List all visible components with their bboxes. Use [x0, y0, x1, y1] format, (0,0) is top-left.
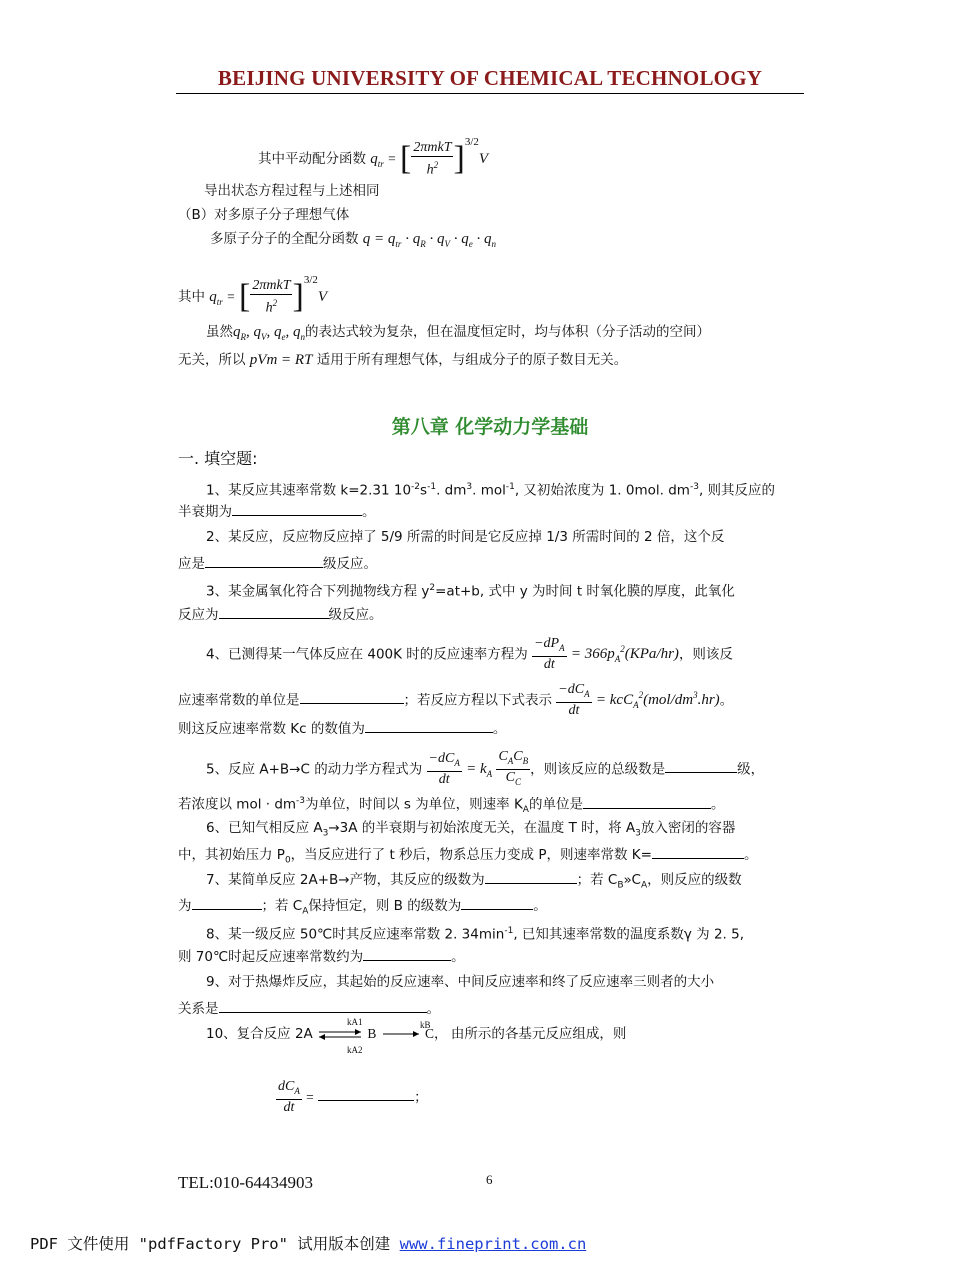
question-1-line-1: 1、某反应其速率常数 k=2.31 $10^{-2}s^{-1}$. $dm^3$. mol$^{-1}$, 又初始浓度为 1. 0mol. $dm^{-3}$, 则其反应的 — [206, 482, 776, 499]
intro-line-2: 导出状态方程过程与上述相同 — [204, 183, 380, 199]
answer-blank-2[interactable] — [205, 553, 323, 568]
answer-blank-5a[interactable] — [665, 758, 737, 773]
question-3-line-2: 反应为 级反应。 — [178, 604, 383, 625]
intro-line-7: 无关，所以 pVm = RT 适用于所有理想气体，与组成分子的原子数目无关。 — [178, 352, 628, 368]
answer-blank-6[interactable] — [652, 844, 744, 859]
question-6-line-2: 中，其初始压力 $P_0$，当反应进行了 t 秒后，物系总压力变成 P，则速率常数 K= 。 — [178, 844, 757, 871]
answer-blank-3[interactable] — [219, 604, 329, 619]
intro-line-4: 多原子分子的全配分函数 $q = q_{tr} \cdot q_R \cdot q_V \cdot q_e \cdot q_n$ — [210, 231, 496, 249]
pdf-creator-note: PDF 文件使用 "pdfFactory Pro" 试用版本创建 www.fineprint.com.cn — [30, 1235, 587, 1253]
rate-constant-kA1: kA1 — [347, 1017, 363, 1027]
question-4-line-2: 应速率常数的单位是 ；若反应方程以下式表示 $\frac{-dC_A}{dt}$ = $kcC_A^2(mol/dm^3.hr)$。 — [178, 682, 734, 718]
page-header: BEIJING UNIVERSITY OF CHEMICAL TECHNOLOGY — [217, 66, 763, 90]
chapter-title: 第八章 化学动力学基础 — [391, 416, 589, 438]
question-2-line-2: 应是 级反应。 — [178, 553, 377, 574]
intro-line-1: 其中平动配分函数 $q_{tr}$ = [ $\frac{\text{2πmkT}}{h^2}$ ]$^{3/2}$V — [258, 136, 489, 178]
rate-constant-kB: kB — [420, 1020, 431, 1030]
answer-blank-4a[interactable] — [300, 689, 404, 704]
question-8-line-2: 则 70℃时起反应速率常数约为 。 — [178, 946, 465, 967]
answer-blank-4b[interactable] — [365, 718, 493, 733]
footer-tel: TEL:010-64434903 — [178, 1173, 314, 1192]
question-4-line-3: 则这反应速率常数 Kc 的数值为 。 — [178, 718, 506, 739]
question-3-line-1: 3、某金属氧化符合下列抛物线方程 $y^2=at+b$, 式中 y 为时间 t 时氧化膜的厚度，此氧化 — [206, 583, 735, 600]
answer-blank-7c[interactable] — [461, 895, 533, 910]
page-number: 6 — [486, 1172, 493, 1187]
question-10-line-2: $\frac{dC_A}{dt}$ = ； — [278, 1079, 428, 1115]
question-5-line-1: 5、反应 A+B→C 的动力学方程式为 $\frac{-dC_A}{dt}$ = $k_A$ $\frac{C_AC_B}{C_C}$ ，则该反应的总级数是 级， — [206, 749, 765, 787]
question-1-line-2: 半衰期为 。 — [178, 501, 376, 522]
fineprint-link[interactable]: www.fineprint.com.cn — [399, 1235, 587, 1253]
answer-blank-9[interactable] — [219, 998, 427, 1013]
answer-blank-1[interactable] — [232, 501, 362, 516]
question-7-line-2: 为 ；若 $C_A$保持恒定，则 B 的级数为 。 — [178, 895, 547, 922]
question-6-line-1: 6、已知气相反应 $A_3\to 3A$ 的半衰期与初始浓度无关，在温度 T 时，将 $A_3$放入密闭的容器 — [206, 820, 736, 839]
reaction-arrow-icon — [381, 1024, 421, 1044]
intro-line-3: （B）对多原子分子理想气体 — [178, 207, 350, 223]
answer-blank-7b[interactable] — [192, 895, 262, 910]
answer-blank-8[interactable] — [363, 946, 451, 961]
question-4-line-1: 4、已测得某一气体反应在 400K 时的反应速率方程为 $\frac{-dP_A}{dt}$ = $366p_A^2(KPa/hr)$，则该反 — [206, 636, 733, 672]
answer-blank-5b[interactable] — [583, 794, 711, 809]
question-7-line-1: 7、某简单反应 2A+B→产物，其反应的级数为 ；若 $C_B»C_A$，则反应的级数 — [206, 869, 742, 896]
question-8-line-1: 8、某一级反应 50℃时其反应速率常数 2. $34\min^{-1}$, 已知其速率常数的温度系数γ 为 2. 5, — [206, 926, 745, 943]
question-9-line-1: 9、对于热爆炸反应，其起始的反应速率、中间反应速率和终了反应速率三则者的大小 — [206, 974, 715, 990]
intro-line-5: 其中 $q_{tr}$ = [ $\frac{\text{2πmkT}}{h^2}$ ]$^{3/2}$V — [178, 274, 328, 316]
question-9-line-2: 关系是 。 — [178, 998, 440, 1019]
header-rule — [176, 93, 804, 94]
question-2-line-1: 2、某反应，反应物反应掉了 5/9 所需的时间是它反应掉 1/3 所需时间的 2 倍，这个反 — [206, 529, 725, 545]
answer-blank-7a[interactable] — [485, 869, 577, 884]
intro-line-6: 虽然$q_R$, $q_V$, $q_e$, $q_n$的表达式较为复杂，但在温度恒定时，均与体积（分子活动的空间） — [206, 324, 710, 342]
question-5-line-2: 若浓度以 mol · $dm^{-3}$为单位，时间以 s 为单位，则速率 $K_A$的单位是 。 — [178, 791, 724, 820]
question-10-line-1: 10、复合反应 2A B C， 由所示的各基元反应组成，则 — [206, 1026, 627, 1042]
answer-blank-10[interactable] — [318, 1086, 414, 1101]
section-title: 一. 填空题: — [178, 449, 258, 468]
equilibrium-arrows-icon — [317, 1024, 363, 1044]
rate-constant-kA2: kA2 — [347, 1045, 363, 1055]
